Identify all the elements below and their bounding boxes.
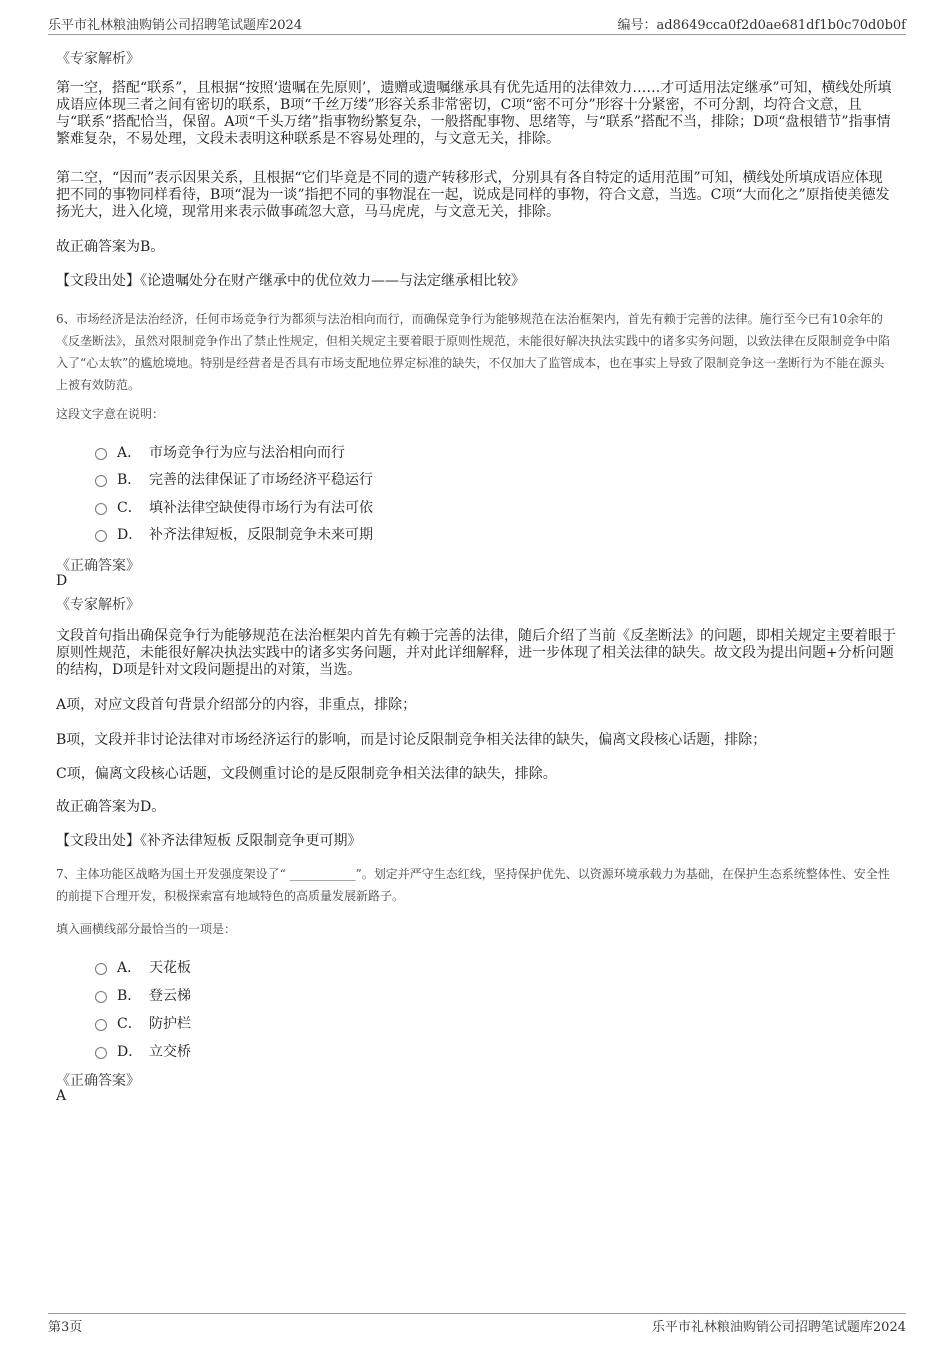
footer-title: 乐平市礼林粮油购销公司招聘笔试题库2024	[651, 1320, 906, 1335]
q6-conclusion: 故正确答案为D。	[56, 799, 166, 815]
page-footer	[48, 1313, 906, 1334]
header-title: 乐平市礼林粮油购销公司招聘笔试题库2024	[48, 18, 303, 33]
q6-analysis-b: B项，文段并非讨论法律对市场经济运行的影响，而是讨论反限制竞争相关法律的缺失，偏离文段核心话题，排除；	[56, 732, 767, 748]
q5-analysis-blank1: 第一空，搭配“联系”，且根据“按照‘遗嘱在先原则’，遗赠或遗嘱继承具有优先适用的法律效力……才可适用法定继承”可知，横线处所填成语应体现三者之间有密切的联系，B项“千丝万缕”形容关系非常密切，C项“密不可分”形容十分紧密，不可分割，均符合文意，且与“联系”搭配恰当，保留。A项“千头万绪”指事物纷繁复杂，一般搭配事物、思绪等，与“联系”搭配不当，排除；D项“盘根错节”指事情繁难复杂，不易处理，文段未表明这种联系是不容易处理的，与文意无关，排除。	[56, 80, 892, 147]
q6-option-d[interactable]: D． 补齐法律短板，反限制竞争未来可期	[95, 524, 373, 544]
q6-analysis-c: C项，偏离文段核心话题，文段侧重讨论的是反限制竞争相关法律的缺失，排除。	[56, 766, 557, 782]
q5-source: 【文段出处】《论遗嘱处分在财产继承中的优位效力——与法定继承相比较》	[56, 273, 525, 289]
q6-answer: D	[56, 573, 68, 589]
q7-ask: 填入画横线部分最恰当的一项是：	[56, 922, 237, 936]
radio-icon[interactable]	[95, 1047, 107, 1059]
radio-icon[interactable]	[95, 963, 107, 975]
q6-analysis-a: A项，对应文段首句背景介绍部分的内容，非重点，排除；	[56, 697, 417, 713]
q5-analysis-blank2: 第二空，“因而”表示因果关系，且根据“它们毕竟是不同的遗产转移形式，分别具有各自特定的适用范围”可知，横线处所填成语应体现把不同的事物同样看待，B项“混为一谈”指把不同的事物混在一起，说成是同样的事物，符合文意，当选。C项“大而化之”原指使美德发扬光大，进入化境，现常用来表示做事疏忽大意，马马虎虎，与文意无关，排除。	[56, 170, 890, 220]
q6-option-c[interactable]: C． 填补法律空缺使得市场行为有法可依	[95, 497, 373, 517]
expert-analysis-label: 《专家解析》	[56, 597, 140, 613]
radio-icon[interactable]	[95, 503, 107, 515]
page-header	[48, 14, 906, 35]
q6-stem: 6、市场经济是法治经济，任何市场竞争行为都须与法治相向而行，而确保竞争行为能够规范在法治框架内，首先有赖于完善的法律。施行至今已有10余年的《反垄断法》，虽然对限制竞争作出了禁止性规定，但相关规定主要着眼于原则性规范，未能很好解决执法实践中的诸多实务问题，以致法律在反限制竞争中陷入了“心太软”的尴尬境地。特别是经营者是否具有市场支配地位界定标准的缺失，不仅加大了监管成本，也在事实上导致了限制竞争这一垄断行为不能在源头上被有效防范。	[56, 312, 891, 392]
correct-answer-label: 《正确答案》	[56, 558, 140, 574]
q6-option-a[interactable]: A． 市场竞争行为应与法治相向而行	[95, 442, 345, 462]
q7-option-b[interactable]: B． 登云梯	[95, 985, 191, 1005]
radio-icon[interactable]	[95, 530, 107, 542]
q7-option-a[interactable]: A． 天花板	[95, 957, 191, 977]
q7-answer: A	[56, 1088, 67, 1104]
q6-source: 【文段出处】《补齐法律短板 反限制竞争更可期》	[56, 833, 362, 849]
header-serial: 编号：ad8649cca0f2d0ae681df1b0c70d0b0f	[617, 18, 906, 33]
radio-icon[interactable]	[95, 991, 107, 1003]
q6-ask: 这段文字意在说明：	[56, 407, 165, 421]
radio-icon[interactable]	[95, 1019, 107, 1031]
page-number: 第3页	[48, 1320, 83, 1335]
expert-analysis-label: 《专家解析》	[56, 51, 140, 67]
q6-analysis: 文段首句指出确保竞争行为能够规范在法治框架内首先有赖于完善的法律，随后介绍了当前《反垄断法》的问题，即相关规定主要着眼于原则性规范，未能很好解决执法实践中的诸多实务问题，并对此详细解释，进一步体现了相关法律的缺失。故文段为提出问题+分析问题的结构，D项是针对文段问题提出的对策，当选。	[56, 628, 896, 678]
q6-option-b[interactable]: B． 完善的法律保证了市场经济平稳运行	[95, 469, 373, 489]
q7-option-c[interactable]: C． 防护栏	[95, 1013, 191, 1033]
q7-option-d[interactable]: D． 立交桥	[95, 1041, 191, 1061]
correct-answer-label: 《正确答案》	[56, 1073, 140, 1089]
radio-icon[interactable]	[95, 475, 107, 487]
q5-conclusion: 故正确答案为B。	[56, 239, 165, 255]
radio-icon[interactable]	[95, 448, 107, 460]
q7-stem: 7、主体功能区战略为国土开发强度架设了“ ___________”。划定并严守生态红线，坚持保护优先、以资源环境承载力为基础，在保护生态系统整体性、安全性的前提下合理开发，积极探索富有地域特色的高质量发展新路子。	[56, 867, 890, 903]
